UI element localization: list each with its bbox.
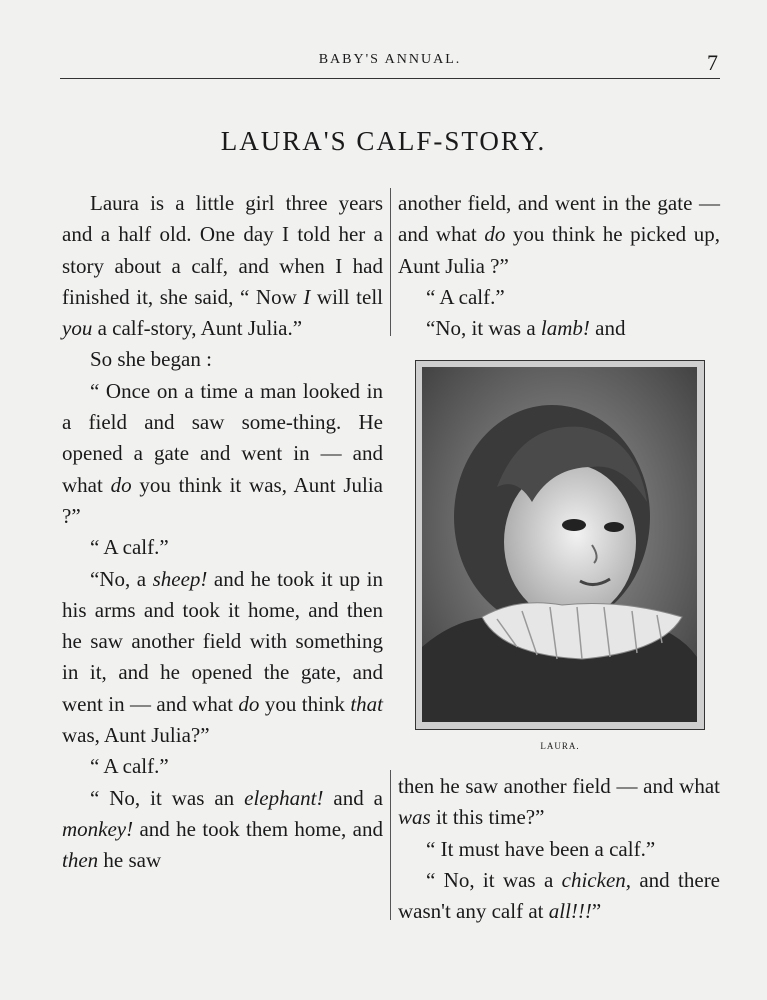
portrait-illustration xyxy=(415,360,705,730)
paragraph: “ A calf.” xyxy=(90,535,169,560)
page-number: 7 xyxy=(707,50,718,75)
paragraph: “ No, it was an elephant! and a monkey! and he took them home, and then he saw xyxy=(62,785,383,873)
paragraph: “ It must have been a calf.” xyxy=(426,836,656,861)
running-head: BABY'S ANNUAL. xyxy=(318,52,462,67)
paragraph: then he saw another field — and what was it this time?” xyxy=(398,774,720,830)
figure-caption: LAURA. xyxy=(540,741,580,751)
paragraph: “ A calf.” xyxy=(426,284,505,309)
paragraph: “No, a sheep! and he took it up in his arms and took it home, and then he saw another field with something in it, and he opened the gate, and went in — and what do you think that was, Aunt Julia?” xyxy=(62,566,384,748)
paragraph: “ Once on a time a man looked in a field and saw some-thing. He opened a gate and went in — and what do you think it was, Aunt Julia ?” xyxy=(62,378,384,528)
column-rule xyxy=(390,188,391,336)
paragraph: So she began : xyxy=(90,347,212,372)
paragraph: “ A calf.” xyxy=(90,754,169,779)
paragraph: another field, and went in the gate — and what do you think he picked up, Aunt Julia ?” xyxy=(398,191,720,278)
right-column-top xyxy=(398,188,720,344)
page-header xyxy=(60,48,720,79)
paragraph: “No, it was a lamb! and xyxy=(426,316,626,341)
paragraph: Laura is a little girl three years and a half old. One day I told her a story about a calf, and when I had finished it, she said, “ Now I will tell you a calf-story, Aunt Julia.” xyxy=(62,191,383,341)
right-column-bottom xyxy=(398,771,720,927)
paragraph: “ No, it was a chicken, and there wasn't any calf at all!!!” xyxy=(398,867,721,924)
left-column xyxy=(62,188,383,928)
column-rule xyxy=(390,770,391,920)
child-portrait xyxy=(422,367,697,722)
story-title: LAURA'S CALF-STORY. xyxy=(220,126,547,156)
